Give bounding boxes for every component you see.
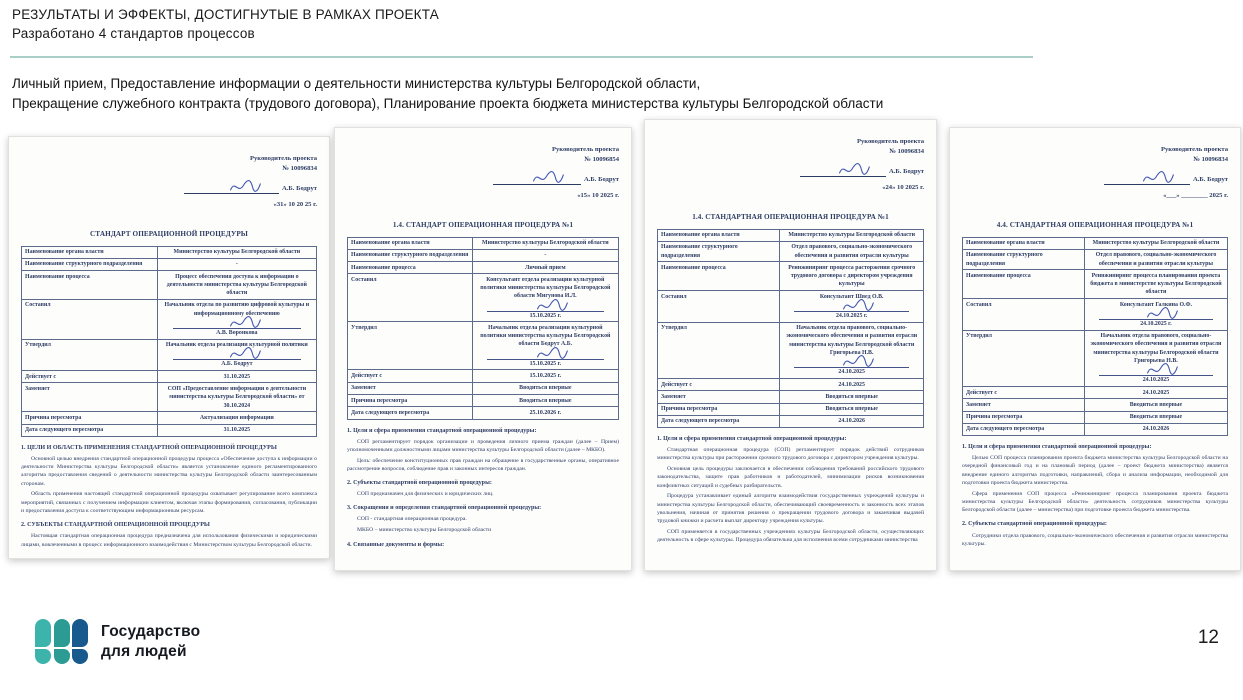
row-value-line: Реинжиниринг процесса расторжения срочного трудового договора с директором учреждения культуры	[788, 264, 916, 288]
slide-subtitle: Разработано 4 стандартов процессов	[12, 25, 255, 41]
row-value	[1084, 270, 1227, 299]
doc-sections	[21, 444, 317, 549]
section-heading: 1. Цели и сфера применения стандартной операционной процедуры:	[962, 444, 1152, 451]
doc-table	[347, 237, 619, 420]
row-label: Действует с	[658, 379, 780, 391]
logo-shape-bottom	[35, 649, 51, 664]
signature-line	[1099, 310, 1213, 320]
row-label: Наименование органа власти	[963, 237, 1085, 249]
sop-document	[644, 119, 937, 571]
row-value-line: А.В. Воронкова	[216, 329, 258, 336]
page-number: 12	[1197, 627, 1219, 648]
table-row	[963, 330, 1228, 386]
signature-line	[1104, 178, 1190, 185]
row-value	[780, 229, 924, 241]
row-value	[157, 339, 316, 371]
signature-icon	[228, 314, 262, 331]
row-value-line: Вводиться впервые	[519, 397, 572, 404]
section-paragraph: Цель: обеспечение конституционных прав граждан на обращение в государственные органы, оперативное рассмотрение вопросов, соблюдение прав и законных интересов граждан.	[347, 457, 619, 472]
row-value	[157, 299, 316, 339]
section-paragraph: СОП применяется в государственных учреждениях культуры Белгородской области, осуществляющих деятельность в сфере культуры. Процедура обязательна для исполнения всеми сотрудниками министерства	[657, 529, 924, 544]
table-row	[22, 371, 317, 383]
approval-number: № 10096834	[282, 164, 317, 172]
approval-number: № 10096834	[889, 147, 924, 155]
row-value-line: Начальник отдела правового, социально-экономического обеспечения и развития отрасли министерства культуры Белгородской области Григорьева Н.В.	[1090, 333, 1222, 364]
row-label: Причина пересмотра	[22, 412, 158, 424]
section-paragraph: СОП предназначен для физических и юридических лиц.	[357, 491, 494, 498]
row-label: Заменяет	[348, 382, 473, 394]
row-value-line: Процесс обеспечения доступа к информации о деятельности министерства культуры Белгородской области	[166, 273, 307, 297]
row-value	[1084, 399, 1227, 411]
signature-icon	[837, 161, 871, 178]
row-value	[780, 322, 924, 378]
row-value-line: 25.10.2026 г.	[529, 409, 562, 416]
doc-sections	[347, 427, 619, 549]
row-value-line: Вводиться впервые	[825, 406, 878, 413]
signature-line	[184, 187, 279, 194]
logo-icon	[35, 619, 88, 664]
row-label: Причина пересмотра	[348, 395, 473, 407]
row-label: Действует с	[963, 387, 1085, 399]
logo-shape-top	[54, 619, 70, 647]
row-value-line: Министерство культуры Белгородской области	[788, 232, 915, 239]
signature-line	[800, 170, 886, 177]
row-value	[157, 246, 316, 258]
approval-name: А.Б. Бодрут	[584, 175, 619, 183]
row-value	[157, 258, 316, 270]
process-list	[12, 74, 883, 113]
signature-icon	[535, 345, 569, 362]
section-heading: 2. Субъекты стандартной операционной процедуры:	[347, 480, 492, 487]
row-value-line: Вводиться впервые	[1129, 401, 1183, 408]
doc-title: СТАНДАРТ ОПЕРАЦИОННОЙ ПРОЦЕДУРЫ	[90, 229, 248, 238]
row-value-line: Министерство культуры Белгородской области	[482, 240, 609, 247]
section-paragraph: Сфера применения СОП процесса «Реинжиниринг процесса планирования проекта бюджета министерства культуры Белгородской области» деятельность сотрудников министерства культуры Белгородской области (далее – министерства) при подготовке проекта бюджета министерства.	[962, 490, 1228, 514]
doc-table-body	[658, 229, 924, 428]
signature-icon	[841, 353, 875, 370]
doc-title: 1.4. СТАНДАРТ ОПЕРАЦИОННАЯ ПРОЦЕДУРА №1	[392, 220, 574, 229]
signature-line	[794, 302, 909, 312]
table-row	[348, 237, 619, 249]
approval-name: А.Б. Бодрут	[1193, 175, 1228, 183]
table-row	[22, 412, 317, 424]
row-value	[472, 274, 618, 322]
row-value	[472, 249, 618, 261]
signature-row	[133, 184, 317, 194]
section-heading: 1. ЦЕЛИ И ОБЛАСТЬ ПРИМЕНЕНИЯ СТАНДАРТНОЙ ОПЕРАЦИОННОЙ ПРОЦЕДУРЫ	[21, 444, 277, 451]
row-label: Дата следующего пересмотра	[963, 423, 1085, 435]
approval-role: Руководитель проекта	[249, 155, 317, 162]
row-value	[1084, 411, 1227, 423]
approval-block	[758, 137, 924, 193]
row-value	[780, 241, 924, 262]
table-row	[22, 246, 317, 258]
row-label: Наименование структурного подразделения	[963, 249, 1085, 270]
table-row	[963, 299, 1228, 331]
logo-column	[72, 619, 88, 664]
signature-icon	[1145, 361, 1179, 378]
row-value	[780, 291, 924, 323]
approval-block	[133, 154, 317, 210]
signature-icon	[531, 169, 565, 186]
table-row	[963, 387, 1228, 399]
table-row	[22, 258, 317, 270]
table-row	[658, 229, 924, 241]
row-label: Утвердил	[22, 339, 158, 371]
row-value-line: 24.10.2025	[838, 381, 865, 388]
logo-text-line-1: Государство	[101, 623, 201, 641]
doc-title: 4.4. СТАНДАРТНАЯ ОПЕРАЦИОННАЯ ПРОЦЕДУРА №1	[996, 220, 1194, 229]
row-value-line: Актуализация информации	[199, 414, 274, 421]
table-row	[963, 411, 1228, 423]
signature-line	[794, 358, 909, 368]
row-value-line: Вводиться впервые	[519, 385, 572, 392]
row-value	[1084, 387, 1227, 399]
row-value	[157, 383, 316, 412]
signature-icon	[1145, 305, 1179, 322]
section-heading: 2. Субъекты стандартной операционной процедуры:	[962, 521, 1107, 528]
section-heading: 1. Цели и сфера применения стандартной операционной процедуры:	[657, 436, 847, 443]
row-value-line: 24.10.2025 г.	[1140, 320, 1172, 327]
row-label: Составил	[348, 274, 473, 322]
row-value-line: 24.10.2025	[1142, 389, 1170, 396]
table-row	[348, 407, 619, 419]
section-heading: 1. Цели и сфера применения стандартной операционной процедуры:	[347, 427, 537, 434]
row-value	[780, 415, 924, 427]
table-row	[658, 322, 924, 378]
section-heading: 3. Сокращения и определения стандартной операционной процедуры:	[347, 505, 542, 512]
row-value-line: 24.10.2025	[1142, 377, 1170, 384]
row-value-line: Министерство культуры Белгородской области	[1092, 240, 1220, 247]
row-value-line: 15.10.2025 г.	[529, 312, 562, 319]
table-row	[348, 370, 619, 382]
table-row	[658, 391, 924, 403]
row-value-line: Начальник отдела по развитию цифровой культуры и информационному обеспечению	[164, 302, 310, 317]
row-label: Причина пересмотра	[963, 411, 1085, 423]
doc-table	[962, 237, 1228, 437]
table-row	[348, 382, 619, 394]
signature-line	[493, 178, 581, 185]
row-value-line: 24.10.2026	[838, 418, 865, 425]
row-label: Причина пересмотра	[658, 403, 780, 415]
row-label: Наименование процесса	[658, 262, 780, 291]
row-value	[472, 395, 618, 407]
logo-shape-bottom	[54, 649, 70, 664]
logo-shape-bottom	[72, 649, 88, 664]
table-row	[963, 270, 1228, 299]
row-label: Наименование структурного подразделения	[348, 249, 473, 261]
row-value	[1084, 423, 1227, 435]
row-label: Наименование органа власти	[348, 237, 473, 249]
row-label: Утвердил	[658, 322, 780, 378]
row-label: Заменяет	[658, 391, 780, 403]
table-row	[963, 237, 1228, 249]
row-value-line: Личный прием	[524, 264, 566, 271]
row-value-line: Реинжиниринг процесса планирования проекта бюджета в министерстве культуры Белгородской области	[1090, 272, 1222, 296]
section-paragraph: Основной целью внедрения стандартной операционной процедуры процесса «Обеспечение доступа к информации о деятельности Министерства культуры Белгородской области» является установление единого регламентированного алгоритма предоставления сведений о деятельности министерства культуры Белгородской области заинтересованным сторонам.	[21, 455, 317, 487]
logo-text-line-2: для людей	[101, 642, 187, 660]
row-value-line: Министерство культуры Белгородской области	[173, 249, 301, 256]
row-value	[157, 412, 316, 424]
signature-icon	[1141, 169, 1175, 186]
sop-document	[949, 127, 1241, 571]
row-label: Наименование органа власти	[658, 229, 780, 241]
table-row	[658, 415, 924, 427]
gov-for-people-logo	[35, 619, 200, 664]
row-value-line: Консультант Швед О.В.	[819, 293, 884, 300]
table-row	[22, 271, 317, 300]
row-value-line: 15.10.2025 г.	[529, 360, 562, 367]
table-row	[22, 339, 317, 371]
signature-icon	[535, 297, 569, 314]
approval-number: № 10096834	[1193, 155, 1228, 163]
table-row	[963, 249, 1228, 270]
doc-table-body	[963, 237, 1228, 436]
approval-name: А.Б. Бодрут	[282, 184, 317, 192]
row-label: Действует с	[348, 370, 473, 382]
row-label: Наименование органа власти	[22, 246, 158, 258]
doc-title: 1.4. СТАНДАРТНАЯ ОПЕРАЦИОННАЯ ПРОЦЕДУРА №1	[692, 212, 889, 221]
row-value	[157, 371, 316, 383]
row-value-line: СОП «Предоставление информации о деятельности министерства культуры Белгородской области» от 30.10.2024	[167, 385, 307, 409]
table-row	[658, 262, 924, 291]
section-paragraph: Настоящая стандартная операционная процедура предназначена для использования физическими и юридическими лицами, вовлеченными в процесс информационного взаимодействия с Министерством культуры Белгородской области.	[21, 533, 317, 548]
row-label: Дата следующего пересмотра	[658, 415, 780, 427]
row-label: Заменяет	[22, 383, 158, 412]
table-row	[658, 291, 924, 323]
row-label: Наименование структурного подразделения	[22, 258, 158, 270]
row-label: Составил	[22, 299, 158, 339]
approval-role: Руководитель проекта	[1160, 146, 1228, 153]
row-label: Наименование процесса	[963, 270, 1085, 299]
table-row	[658, 379, 924, 391]
row-value	[780, 262, 924, 291]
row-value-line: 31.10.2025	[223, 373, 251, 380]
row-value-line: 15.10.2025 г.	[529, 372, 562, 379]
logo-column	[54, 619, 70, 664]
row-value-line: Консультант отдела реализации культурной политики министерства культуры Белгородской области Мигунова И.Л.	[480, 276, 611, 300]
signature-row	[1063, 175, 1228, 185]
row-value-line: Вводиться впервые	[825, 393, 878, 400]
sop-document	[8, 136, 330, 559]
signature-line	[173, 350, 301, 360]
signature-icon	[841, 297, 875, 314]
doc-table	[657, 229, 924, 429]
row-value	[472, 407, 618, 419]
table-row	[348, 395, 619, 407]
logo-column	[35, 619, 51, 664]
table-row	[963, 423, 1228, 435]
row-value	[472, 370, 618, 382]
doc-sections	[657, 435, 924, 544]
row-label: Составил	[658, 291, 780, 323]
table-row	[22, 383, 317, 412]
table-row	[348, 249, 619, 261]
table-row	[348, 262, 619, 274]
row-label: Наименование процесса	[22, 271, 158, 300]
row-value	[780, 391, 924, 403]
section-heading: 4. Связанные документы и формы:	[347, 541, 445, 548]
row-value	[472, 262, 618, 274]
table-row	[658, 241, 924, 262]
logo-shape-top	[72, 619, 88, 647]
section-paragraph: Целью СОП процесса планирования проекта бюджета министерства культуры Белгородской области на очередной финансовый год и на плановый период (далее – проект бюджета министерства) является внедрение единого алгоритма подготовки, направлений, сбора и анализа информации, необходимой для подготовки проекта бюджета министерства.	[962, 455, 1228, 486]
row-label: Дата следующего пересмотра	[348, 407, 473, 419]
signature-line	[1099, 366, 1213, 376]
row-label: Дата следующего пересмотра	[22, 424, 158, 436]
row-value	[157, 424, 316, 436]
row-label: Наименование процесса	[348, 262, 473, 274]
row-value-line: Вводиться впервые	[1129, 414, 1183, 421]
row-value	[780, 403, 924, 415]
row-value	[1084, 237, 1227, 249]
row-label: Утвердил	[348, 322, 473, 370]
row-label: Заменяет	[963, 399, 1085, 411]
row-value-line: А.Б. Бодрут	[221, 361, 253, 368]
row-value	[472, 237, 618, 249]
signature-line	[487, 350, 604, 360]
section-paragraph: СОП регламентирует порядок организации и проведения личного приема граждан (далее – Прием) уполномоченными должностными лицами министерства культуры Белгородской области (далее – МКБО).	[347, 438, 619, 453]
row-value	[157, 271, 316, 300]
doc-table	[21, 246, 317, 437]
row-value-line: 24.10.2025 г.	[835, 312, 868, 319]
table-row	[22, 299, 317, 339]
signature-row	[758, 167, 924, 177]
row-value-line: Отдел правового, социально-экономического обеспечения и развития отрасли культуры	[1095, 252, 1217, 267]
approval-date: «___» ________ 2025 г.	[1163, 191, 1228, 199]
row-value-line: Начальник отдела реализации культурной политики	[165, 342, 308, 349]
section-paragraph: Область применения настоящей стандартной операционной процедуры охватывает регулирование всего комплекса мероприятий, связанных с получением информации клиентом, включая этапы формирования, согласования, публикации и предоставления доступа к соответствующим информационным ресурсам.	[21, 491, 317, 514]
row-value-line: -	[544, 252, 547, 259]
table-row	[658, 403, 924, 415]
row-value	[1084, 249, 1227, 270]
signature-line	[487, 302, 604, 312]
row-value-line: 24.10.2026	[1142, 426, 1170, 433]
row-value	[1084, 299, 1227, 331]
section-heading: 2. СУБЪЕКТЫ СТАНДАРТНОЙ ОПЕРАЦИОННОЙ ПРОЦЕДУРЫ	[21, 522, 210, 529]
process-list-line-2: Прекращение служебного контракта (трудового договора), Планирование проекта бюджета министерства культуры Белгородской области	[12, 95, 884, 111]
section-paragraph: Процедура устанавливает единый алгоритм взаимодействия государственных учреждений культуры и министерства культуры Белгородской области, обеспечивающий своевременность и законность всех этапов увольнения, начиная от принятия решения о прекращении трудового договора и заканчивая выдачей трудовой книжки и расчета выплат директору учреждения культуры.	[657, 493, 924, 525]
row-label: Наименование структурного подразделения	[658, 241, 780, 262]
row-value-line: Консультант Галкина О.Ф.	[1119, 301, 1193, 308]
table-row	[963, 399, 1228, 411]
header-divider	[10, 56, 1033, 58]
signature-icon	[228, 178, 262, 195]
table-row	[348, 322, 619, 370]
approval-number: № 10096854	[584, 155, 619, 163]
row-value	[1084, 330, 1227, 386]
approval-date: «24» 10 2025 г.	[882, 183, 924, 191]
signature-row	[450, 175, 619, 185]
row-value-line: -	[235, 261, 238, 268]
row-value	[472, 382, 618, 394]
sop-document	[334, 127, 632, 571]
approval-role: Руководитель проекта	[856, 138, 924, 145]
approval-block	[1063, 145, 1228, 201]
table-row	[348, 274, 619, 322]
section-paragraph: Основная цель процедуры заключается в обеспечении соблюдения требований российского трудового законодательства, защите прав работников и работодателей, минимизации рисков возникновения конфликтных ситуаций и судебных разбирательств.	[657, 466, 924, 489]
signature-icon	[228, 345, 262, 362]
doc-sections	[962, 443, 1228, 548]
row-value	[472, 322, 618, 370]
row-value-line: Отдел правового, социально-экономического обеспечения и развития отрасли культуры	[791, 244, 913, 259]
row-label: Утвердил	[963, 330, 1085, 386]
row-label: Составил	[963, 299, 1085, 331]
approval-role: Руководитель проекта	[551, 146, 619, 153]
section-paragraph: Стандартная операционная процедура (СОП) регламентирует порядок действий сотрудников министерства культуры при расторжении срочного трудового договора с директором учреждения культуры.	[657, 447, 924, 462]
page-title: РЕЗУЛЬТАТЫ И ЭФФЕКТЫ, ДОСТИГНУТЫЕ В РАМКАХ ПРОЕКТА	[12, 7, 439, 22]
doc-table-body	[22, 246, 317, 436]
slide-header	[12, 6, 1231, 43]
row-value-line: Начальник отдела правового, социально-экономического обеспечения и развития отрасли министерства культуры Белгородской области Григорьева Н.В.	[786, 325, 918, 356]
row-label: Действует с	[22, 371, 158, 383]
row-value-line: Начальник отдела реализации культурной политики министерства культуры Белгородской области Бодрут А.Б.	[480, 324, 611, 348]
row-value-line: 24.10.2025	[838, 369, 865, 376]
row-value-line: 31.10.2025	[223, 427, 251, 434]
logo-shape-top	[35, 619, 51, 647]
table-row	[22, 424, 317, 436]
doc-table-body	[348, 237, 619, 419]
approval-name: А.Б. Бодрут	[889, 167, 924, 175]
section-paragraph: МКБО – министерство культуры Белгородской области	[357, 527, 492, 534]
signature-line	[173, 319, 301, 329]
section-paragraph: СОП - стандартная операционная процедура.	[357, 516, 467, 523]
approval-block	[450, 145, 619, 201]
logo-text	[101, 622, 200, 661]
section-paragraph: Сотрудники отдела правового, социально-экономического обеспечения и развития отрасли министерства культуры.	[962, 532, 1228, 547]
process-list-line-1: Личный прием, Предоставление информации о деятельности министерства культуры Белгородской области,	[12, 76, 701, 91]
approval-date: «31» 10 20 25 г.	[273, 200, 317, 208]
row-value	[780, 379, 924, 391]
approval-date: «15» 10 2025 г.	[577, 191, 619, 199]
